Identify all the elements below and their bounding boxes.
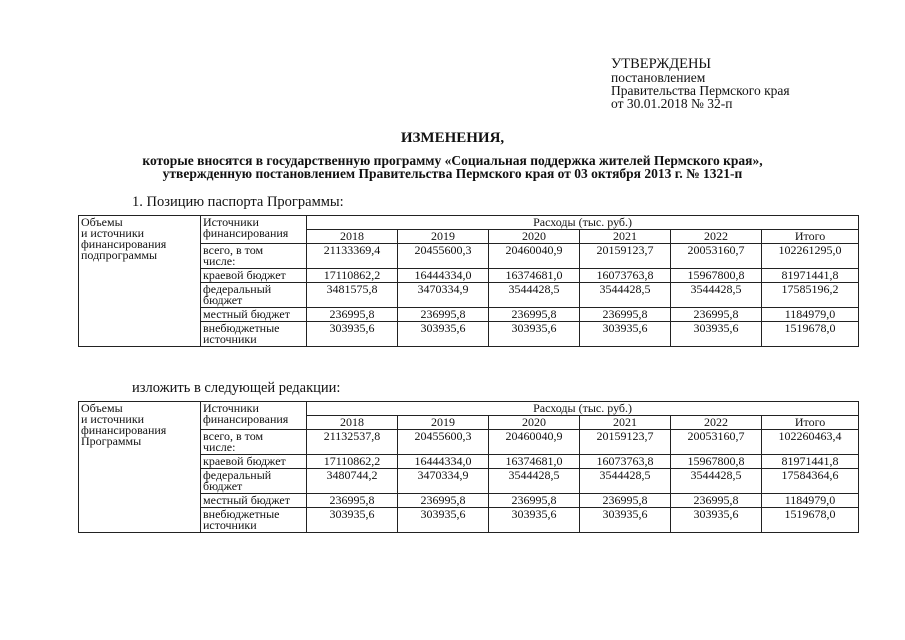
year-header-cell: 2020 [489, 416, 580, 430]
amount-cell: 3544428,5 [671, 283, 762, 308]
amount-cell: 16374681,0 [489, 455, 580, 469]
document-subtitle [0, 154, 905, 180]
amount-cell: 236995,8 [398, 308, 489, 322]
source-label-cell: федеральный бюджет [201, 283, 307, 308]
amount-cell: 236995,8 [671, 308, 762, 322]
amount-cell: 236995,8 [671, 494, 762, 508]
amount-cell: 303935,6 [307, 322, 398, 347]
amount-cell: 16073763,8 [580, 455, 671, 469]
source-label-cell: всего, в том числе: [201, 430, 307, 455]
source-label-cell: федеральный бюджет [201, 469, 307, 494]
amount-cell: 17110862,2 [307, 455, 398, 469]
amount-cell: 3481575,8 [307, 283, 398, 308]
amount-cell: 303935,6 [398, 322, 489, 347]
year-header-cell: 2022 [671, 230, 762, 244]
amount-cell: 16374681,0 [489, 269, 580, 283]
amount-cell: 3480744,2 [307, 469, 398, 494]
amount-cell: 21133369,4 [307, 244, 398, 269]
amount-cell: 81971441,8 [762, 455, 859, 469]
approval-line: УТВЕРЖДЕНЫ [611, 56, 712, 72]
source-header-cell: Источники финансирования [201, 402, 307, 430]
amount-cell: 17110862,2 [307, 269, 398, 283]
amount-cell: 20159123,7 [580, 244, 671, 269]
amount-cell: 303935,6 [307, 508, 398, 533]
amount-cell: 303935,6 [580, 508, 671, 533]
amount-cell: 236995,8 [398, 494, 489, 508]
amount-cell: 15967800,8 [671, 269, 762, 283]
amount-cell: 236995,8 [307, 494, 398, 508]
approval-line: от 30.01.2018 № 32-п [611, 96, 733, 111]
year-header-cell: 2019 [398, 230, 489, 244]
amount-cell: 20053160,7 [671, 244, 762, 269]
financing-table-old [78, 215, 859, 347]
expenses-header-cell: Расходы (тыс. руб.) [307, 402, 859, 416]
amount-cell: 236995,8 [307, 308, 398, 322]
approval-line: Правительства Пермского края [611, 83, 790, 98]
amount-cell: 17584364,6 [762, 469, 859, 494]
amount-cell: 81971441,8 [762, 269, 859, 283]
source-label-cell: местный бюджет [201, 308, 307, 322]
year-header-cell: 2021 [580, 230, 671, 244]
amount-cell: 236995,8 [580, 308, 671, 322]
approval-line: постановлением [611, 70, 706, 85]
financing-volume-cell: Объемы и источники финансирования Программы [79, 402, 201, 533]
source-label-cell: местный бюджет [201, 494, 307, 508]
source-label-cell: всего, в том числе: [201, 244, 307, 269]
source-label-cell: краевой бюджет [201, 455, 307, 469]
amount-cell: 20455600,3 [398, 430, 489, 455]
expenses-header-cell: Расходы (тыс. руб.) [307, 216, 859, 230]
source-header-cell: Источники финансирования [201, 216, 307, 244]
document-title: ИЗМЕНЕНИЯ, [400, 130, 505, 146]
year-header-cell: Итого [762, 230, 859, 244]
section-heading: 1. Позицию паспорта Программы: [132, 194, 344, 210]
amount-cell: 102261295,0 [762, 244, 859, 269]
year-header-cell: 2020 [489, 230, 580, 244]
subtitle-line: утвержденную постановлением Правительства Пермского края от 03 октября 2013 г. № 1321-п [162, 166, 743, 181]
amount-cell: 16444334,0 [398, 455, 489, 469]
amount-cell: 3544428,5 [671, 469, 762, 494]
amount-cell: 236995,8 [489, 494, 580, 508]
amount-cell: 3544428,5 [580, 469, 671, 494]
year-header-cell: 2018 [307, 230, 398, 244]
year-header-cell: 2019 [398, 416, 489, 430]
amount-cell: 3470334,9 [398, 283, 489, 308]
amount-cell: 1519678,0 [762, 322, 859, 347]
amount-cell: 303935,6 [580, 322, 671, 347]
amount-cell: 303935,6 [398, 508, 489, 533]
source-label-cell: краевой бюджет [201, 269, 307, 283]
table-header-row [79, 216, 859, 230]
year-header-cell: Итого [762, 416, 859, 430]
amount-cell: 20455600,3 [398, 244, 489, 269]
year-header-cell: 2022 [671, 416, 762, 430]
amount-cell: 3544428,5 [489, 283, 580, 308]
amount-cell: 3470334,9 [398, 469, 489, 494]
amount-cell: 1184979,0 [762, 308, 859, 322]
amount-cell: 102260463,4 [762, 430, 859, 455]
amount-cell: 1184979,0 [762, 494, 859, 508]
amount-cell: 303935,6 [489, 508, 580, 533]
amount-cell: 1519678,0 [762, 508, 859, 533]
amount-cell: 3544428,5 [580, 283, 671, 308]
amount-cell: 16444334,0 [398, 269, 489, 283]
subtitle-line: которые вносятся в государственную программу «Социальная поддержка жителей Пермского края», [142, 153, 763, 168]
amount-cell: 17585196,2 [762, 283, 859, 308]
amount-cell: 20460040,9 [489, 244, 580, 269]
source-label-cell: внебюджетные источники [201, 322, 307, 347]
amount-cell: 20460040,9 [489, 430, 580, 455]
financing-table-new [78, 401, 859, 533]
amount-cell: 303935,6 [489, 322, 580, 347]
amount-cell: 303935,6 [671, 508, 762, 533]
amount-cell: 303935,6 [671, 322, 762, 347]
table-header-row [79, 402, 859, 416]
amount-cell: 21132537,8 [307, 430, 398, 455]
amount-cell: 16073763,8 [580, 269, 671, 283]
amount-cell: 3544428,5 [489, 469, 580, 494]
amount-cell: 20053160,7 [671, 430, 762, 455]
year-header-cell: 2021 [580, 416, 671, 430]
financing-volume-cell: Объемы и источники финансирования подпрограммы [79, 216, 201, 347]
approval-stamp [611, 58, 790, 110]
year-header-cell: 2018 [307, 416, 398, 430]
amount-cell: 15967800,8 [671, 455, 762, 469]
amount-cell: 20159123,7 [580, 430, 671, 455]
section-heading: изложить в следующей редакции: [132, 380, 341, 396]
amount-cell: 236995,8 [489, 308, 580, 322]
source-label-cell: внебюджетные источники [201, 508, 307, 533]
amount-cell: 236995,8 [580, 494, 671, 508]
